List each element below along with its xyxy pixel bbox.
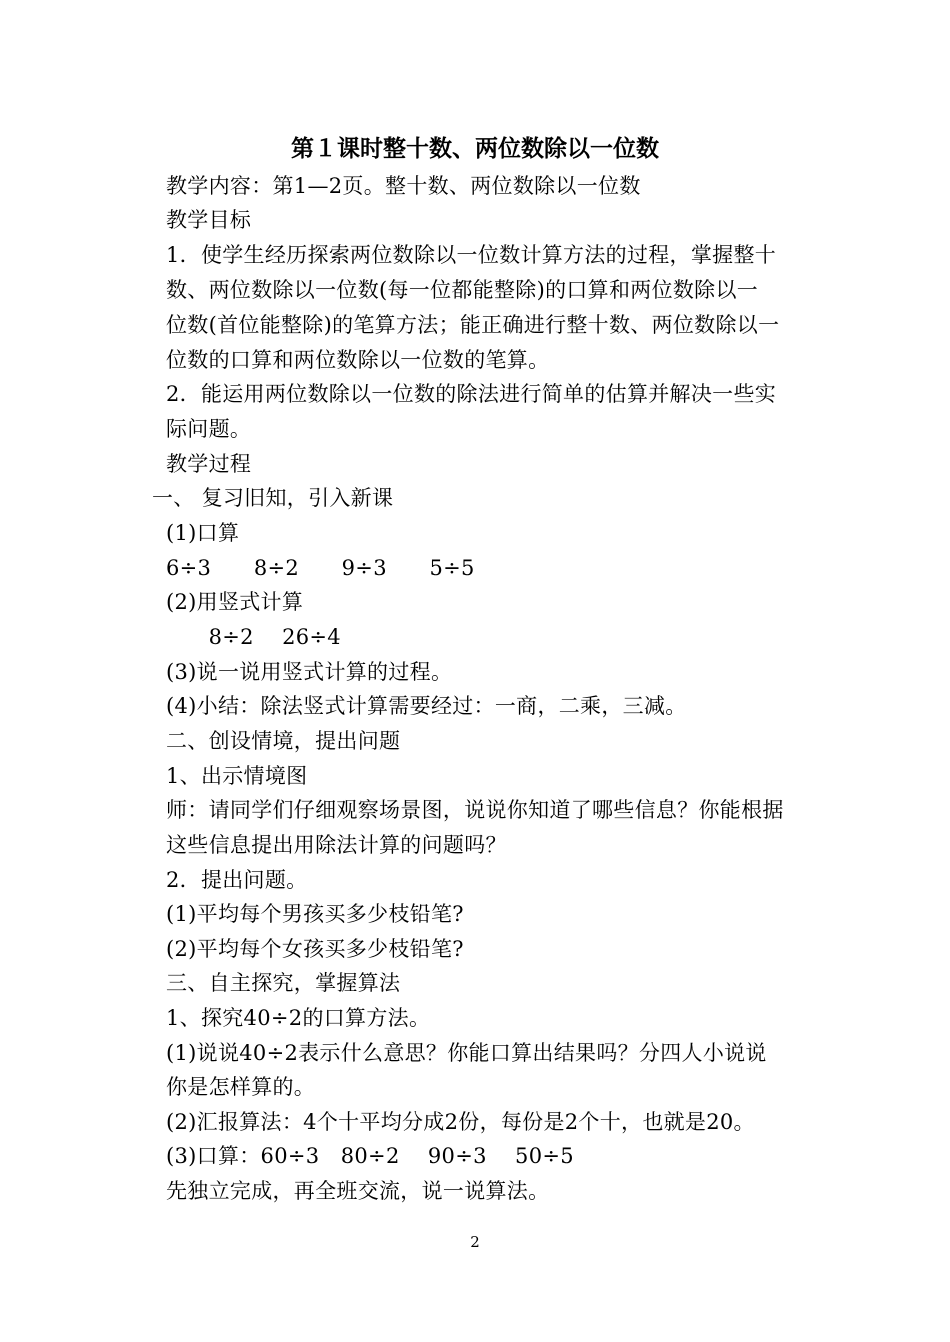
text-line: 2．提出问题。 bbox=[166, 868, 308, 892]
text-line: (1)说说40÷2表示什么意思？你能口算出结果吗？分四人小说说 bbox=[166, 1041, 767, 1065]
page-title: 第１课时整十数、两位数除以一位数 bbox=[291, 135, 659, 162]
text-line: 你是怎样算的。 bbox=[166, 1075, 316, 1099]
text-line: (1)口算 bbox=[166, 521, 240, 545]
text-line: 1、出示情境图 bbox=[166, 764, 308, 788]
text-line: 1、探究40÷2的口算方法。 bbox=[166, 1006, 431, 1030]
text-line: 位数(首位能整除)的笔算方法；能正确进行整十数、两位数除以一 bbox=[166, 313, 780, 337]
text-line: (2)用竖式计算 bbox=[166, 590, 304, 614]
text-line: 6÷3 8÷2 9÷3 5÷5 bbox=[166, 556, 475, 580]
text-line: 教学内容：第1—2页。整十数、两位数除以一位数 bbox=[166, 174, 641, 198]
section-heading: 三、自主探究，掌握算法 bbox=[166, 971, 401, 995]
text-line: 8÷2 26÷4 bbox=[166, 625, 341, 649]
text-line: 先独立完成，再全班交流，说一说算法。 bbox=[166, 1179, 550, 1203]
section-heading: 一、 复习旧知，引入新课 bbox=[152, 486, 394, 510]
text-line: 教学目标 bbox=[166, 208, 252, 232]
text-line: 这些信息提出用除法计算的问题吗？ bbox=[166, 833, 507, 857]
text-line: (1)平均每个男孩买多少枝铅笔? bbox=[166, 902, 464, 926]
text-line: (3)说一说用竖式计算的过程。 bbox=[166, 660, 453, 684]
text-line: (3)口算：60÷3 80÷2 90÷3 50÷5 bbox=[166, 1144, 574, 1168]
text-line: 教学过程 bbox=[166, 452, 252, 476]
text-line: 位数的口算和两位数除以一位数的笔算。 bbox=[166, 348, 550, 372]
text-line: (2)汇报算法：4个十平均分成2份，每份是2个十，也就是20。 bbox=[166, 1110, 755, 1134]
text-line: 1．使学生经历探索两位数除以一位数计算方法的过程，掌握整十 bbox=[166, 243, 777, 267]
page-number: 2 bbox=[470, 1233, 480, 1251]
text-line: 数、两位数除以一位数(每一位都能整除)的口算和两位数除以一 bbox=[166, 278, 759, 302]
text-line: 际问题。 bbox=[166, 417, 252, 441]
section-heading: 二、创设情境，提出问题 bbox=[166, 729, 401, 753]
text-line: 2．能运用两位数除以一位数的除法进行简单的估算并解决一些实 bbox=[166, 382, 777, 406]
text-line: (4)小结：除法竖式计算需要经过：一商，二乘，三减。 bbox=[166, 694, 687, 718]
text-line: 师：请同学们仔细观察场景图，说说你知道了哪些信息？你能根据 bbox=[166, 798, 784, 822]
text-line: (2)平均每个女孩买多少枝铅笔? bbox=[166, 937, 464, 961]
